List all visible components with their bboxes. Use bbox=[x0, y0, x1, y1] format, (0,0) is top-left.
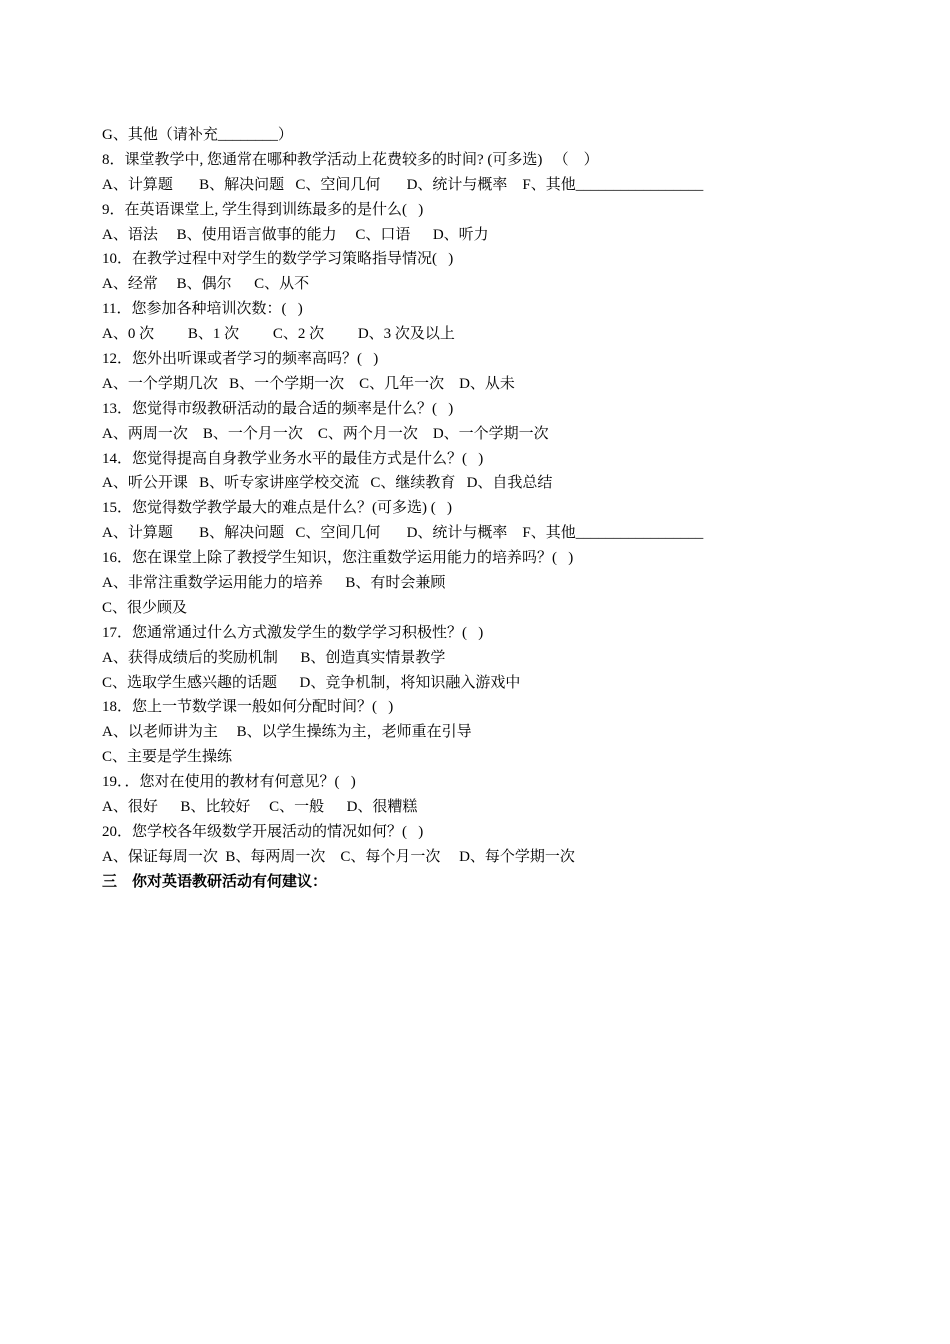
section-heading: 三 你对英语教研活动有何建议： bbox=[102, 873, 328, 890]
question-line: 16．您在课堂上除了教授学生知识，您注重数学运用能力的培养吗？( ) bbox=[102, 550, 574, 567]
option-line: A、很好 B、比较好 C、一般 D、很糟糕 bbox=[102, 799, 418, 816]
question-line: 14．您觉得提高自身教学业务水平的最佳方式是什么？( ) bbox=[102, 450, 484, 467]
option-line: C、主要是学生操练 bbox=[102, 749, 233, 766]
option-line: A、语法 B、使用语言做事的能力 C、口语 D、听力 bbox=[102, 226, 489, 243]
question-line: 15．您觉得数学教学最大的难点是什么？(可多选) ( ) bbox=[102, 500, 452, 517]
option-line: A、听公开课 B、听专家讲座学校交流 C、继续教育 D、自我总结 bbox=[102, 475, 553, 492]
option-line: A、一个学期几次 B、一个学期一次 C、几年一次 D、从未 bbox=[102, 375, 515, 392]
option-line: A、非常注重数学运用能力的培养 B、有时会兼顾 bbox=[102, 575, 446, 592]
option-line: A、计算题 B、解决问题 C、空间几何 D、统计与概率 F、其他_________________ bbox=[102, 176, 704, 193]
question-line: 17．您通常通过什么方式激发学生的数学学习积极性？( ) bbox=[102, 624, 484, 641]
option-line: G、其他（请补充________） bbox=[102, 127, 293, 143]
option-line: A、0 次 B、1 次 C、2 次 D、3 次及以上 bbox=[102, 326, 455, 343]
option-line: A、计算题 B、解决问题 C、空间几何 D、统计与概率 F、其他_________________ bbox=[102, 525, 704, 542]
question-line: 10．在教学过程中对学生的数学学习策略指导情况( ) bbox=[102, 251, 454, 268]
question-line: 11．您参加各种培训次数：( ) bbox=[102, 301, 303, 318]
option-line: A、以老师讲为主 B、以学生操练为主，老师重在引导 bbox=[102, 724, 472, 741]
option-line: C、选取学生感兴趣的话题 D、竞争机制，将知识融入游戏中 bbox=[102, 674, 521, 691]
option-line: C、很少顾及 bbox=[102, 599, 188, 616]
option-line: A、获得成绩后的奖励机制 B、创造真实情景教学 bbox=[102, 649, 446, 666]
question-line: 8．课堂教学中, 您通常在哪种教学活动上花费较多的时间? (可多选) （ ） bbox=[102, 151, 599, 168]
option-line: A、两周一次 B、一个月一次 C、两个月一次 D、一个学期一次 bbox=[102, 425, 549, 442]
option-line: A、经常 B、偶尔 C、从不 bbox=[102, 276, 310, 293]
questionnaire-body bbox=[102, 123, 862, 895]
question-line: 19．．您对在使用的教材有何意见？( ) bbox=[102, 774, 356, 791]
question-line: 13．您觉得市级教研活动的最合适的频率是什么？( ) bbox=[102, 400, 454, 417]
question-line: 9．在英语课堂上, 学生得到训练最多的是什么( ) bbox=[102, 201, 424, 218]
question-line: 20．您学校各年级数学开展活动的情况如何？( ) bbox=[102, 823, 424, 840]
option-line: A、保证每周一次 B、每两周一次 C、每个月一次 D、每个学期一次 bbox=[102, 848, 575, 865]
question-line: 12．您外出听课或者学习的频率高吗？( ) bbox=[102, 351, 379, 368]
question-line: 18．您上一节数学课一般如何分配时间？( ) bbox=[102, 699, 394, 716]
